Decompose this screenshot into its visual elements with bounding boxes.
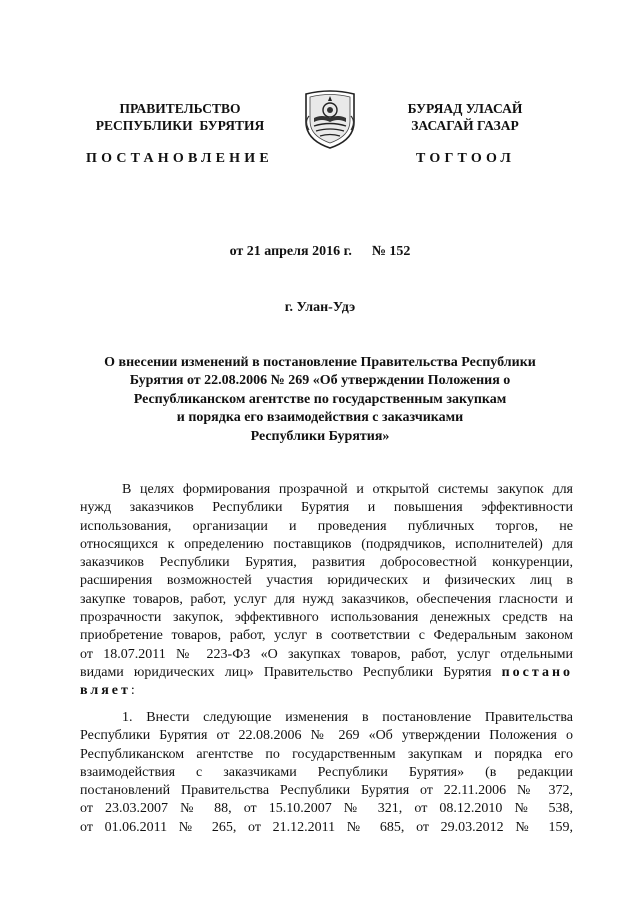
title-line: Республиканском агентстве по государственным закупкам xyxy=(133,391,507,407)
title-line: Бурятия от 22.08.2006 № 269 «Об утверждении Положения о xyxy=(129,373,511,389)
paragraph-line: Республиканском агентстве по государственным закупкам и порядка его xyxy=(80,746,573,762)
paragraph-line: В целях формирования прозрачной и открытой системы закупок для xyxy=(122,482,573,497)
issuer-russian-line-1: ПРАВИТЕЛЬСТВО xyxy=(119,101,241,116)
date-number-line xyxy=(0,244,640,260)
paragraph-line: от 18.07.2011 № 223-ФЗ «О закупках товаров, работ, услуг отдельными xyxy=(80,646,573,662)
issuer-buryat xyxy=(380,100,550,134)
coat-of-arms-icon xyxy=(300,88,360,150)
paragraph-line: заказчиков Республики Бурятия, развития добросовестной конкуренции, xyxy=(80,555,573,571)
document-title xyxy=(80,354,560,446)
doc-type-buryat: ТОГТООЛ xyxy=(416,151,516,166)
decree-verb-part-2: вляет xyxy=(80,683,131,699)
issuer-buryat-line-1: БУРЯАД УЛАСАЙ xyxy=(407,101,523,116)
issuer-russian-line-2: РЕСПУБЛИКИ БУРЯТИЯ xyxy=(95,118,265,133)
paragraph-line: закупке товаров, работ, услуг для нужд заказчиков, обеспечения гласности и xyxy=(80,591,573,607)
paragraph-line: приобретение товаров, работ, услуг в соответствии с Федеральным законом xyxy=(80,628,573,644)
issuer-buryat-line-2: ЗАСАГАЙ ГАЗАР xyxy=(411,118,519,133)
paragraph-line: расширения возможностей участия юридических и физических лиц в xyxy=(80,573,573,589)
paragraph-line: Республики Бурятия от 22.08.2006 № 269 «Об утверждении Положения о xyxy=(80,728,573,744)
paragraph-line: взаимодействия с заказчиками Республики Бурятия» (в редакции xyxy=(80,764,573,780)
paragraph-line-text: видами юридических лиц» Правительство Республики Бурятия xyxy=(80,664,492,680)
decree-verb-part-1: постано xyxy=(501,664,574,680)
title-line: О внесении изменений в постановление Правительства Республики xyxy=(104,355,536,370)
preamble-paragraph xyxy=(80,481,573,701)
paragraph-line: прозрачности закупок, эффективного использования денежных средств на xyxy=(80,610,573,626)
document-number: № 152 xyxy=(371,244,411,259)
issuer-russian xyxy=(80,100,280,134)
paragraph-line: относящихся к определению поставщиков (подрядчиков, исполнителей) для xyxy=(80,536,573,552)
document-city: г. Улан-Удэ xyxy=(284,300,356,315)
document-date: от 21 апреля 2016 г. xyxy=(229,244,352,259)
doc-type-russian: ПОСТАНОВЛЕНИЕ xyxy=(86,151,273,166)
paragraph-line: постановлений Правительства Республики Бурятия от 22.11.2006 № 372, xyxy=(80,783,573,799)
paragraph-line xyxy=(80,682,573,700)
title-line: Республики Бурятия» xyxy=(250,428,390,444)
paragraph-line xyxy=(80,664,573,682)
decree-verb-colon: : xyxy=(130,683,135,699)
paragraph-line: от 01.06.2011 № 265, от 21.12.2011 № 685, от 29.03.2012 № 159, xyxy=(80,819,573,835)
paragraph-line: от 23.03.2007 № 88, от 15.10.2007 № 321, от 08.12.2010 № 538, xyxy=(80,801,573,817)
paragraph-line: нужд заказчиков Республики Бурятия и повышения эффективности xyxy=(80,500,573,516)
paragraph-line: 1. Внести следующие изменения в постановление Правительства xyxy=(122,710,573,725)
paragraph-line: использования, организации и проведения публичных торгов, не xyxy=(80,518,573,534)
title-line: и порядка его взаимодействия с заказчиками xyxy=(176,410,464,426)
clause-1-paragraph xyxy=(80,709,573,837)
